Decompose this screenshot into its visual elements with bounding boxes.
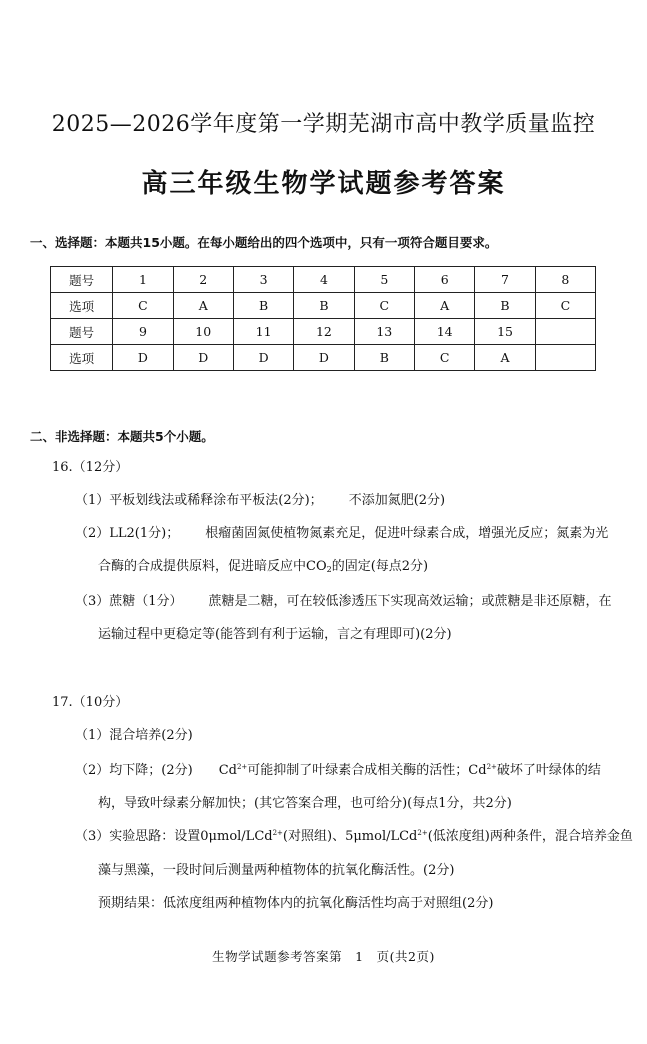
answer-cell: D xyxy=(233,345,293,371)
q17-part2-continued: 构，导致叶绿素分解加快；(其它答案合理，也可给分)(每点1分，共2分) xyxy=(98,796,512,811)
table-row xyxy=(51,345,596,371)
page-footer: 生物学试题参考答案第 1 页(共2页) xyxy=(212,949,435,964)
cd-text: Cd xyxy=(218,763,237,778)
q16-part2-answer-b: 根瘤菌固氮使植物氮素充足，促进叶绿素合成，增强光反应；氮素为光 xyxy=(205,526,609,541)
question-number-cell: 13 xyxy=(354,319,414,345)
question-number-cell: 12 xyxy=(294,319,354,345)
table-row xyxy=(51,293,596,319)
q17-part3-text: （3）实验思路：设置0μmol/LCd xyxy=(75,829,273,844)
question-number-cell: 7 xyxy=(475,267,535,293)
charge-superscript: 2+ xyxy=(272,829,283,837)
charge-superscript: 2+ xyxy=(486,763,497,771)
question-number-cell: 5 xyxy=(354,267,414,293)
answer-cell: B xyxy=(475,293,535,319)
answer-cell: C xyxy=(535,293,595,319)
section1-heading: 一、选择题：本题共15小题。在每小题给出的四个选项中，只有一项符合题目要求。 xyxy=(30,235,498,250)
question-number-cell: 2 xyxy=(173,267,233,293)
answer-cell: D xyxy=(173,345,233,371)
q16-part2-answer-a: （2）LL2(1分)； xyxy=(75,526,180,541)
charge-superscript: 2+ xyxy=(236,763,248,771)
q16-part2 xyxy=(75,524,608,544)
answer-table xyxy=(50,266,596,371)
row-label-number: 题号 xyxy=(51,319,113,345)
q16-part1-answer-b: 不添加氮肥(2分) xyxy=(348,493,446,508)
charge-superscript: 2+ xyxy=(417,829,428,837)
q17-part3 xyxy=(75,827,633,847)
q17-part1: （1）混合培养(2分) xyxy=(75,728,193,743)
row-label-number: 题号 xyxy=(51,267,113,293)
q16-part1 xyxy=(75,491,445,511)
answer-cell: C xyxy=(414,345,474,371)
q16-part3 xyxy=(75,592,612,612)
q17-part3-continued: 藻与黑藻，一段时间后测量两种植物体的抗氧化酶活性。(2分) xyxy=(98,863,455,878)
q16-part3-continued: 运输过程中更稳定等(能答到有利于运输，言之有理即可)(2分) xyxy=(98,627,452,642)
q17-part3-text: (低浓度组)两种条件，混合培养金鱼 xyxy=(427,829,633,844)
answer-cell: D xyxy=(294,345,354,371)
section2-heading: 二、非选择题：本题共5个小题。 xyxy=(30,429,214,444)
q16-part2-text: 合酶的合成提供原料，促进暗反应中CO xyxy=(98,559,327,574)
q17-part3-text: (对照组)、5μmol/LCd xyxy=(282,829,418,844)
answer-cell: C xyxy=(354,293,414,319)
row-label-option: 选项 xyxy=(51,293,113,319)
co2-subscript: 2 xyxy=(326,565,332,574)
question-number-cell: 11 xyxy=(233,319,293,345)
q16-part2-score: 的固定(每点2分) xyxy=(331,559,429,574)
question-number-cell xyxy=(535,319,595,345)
table-row xyxy=(51,267,596,293)
question-number-cell: 9 xyxy=(113,319,173,345)
q17-expected-result: 预期结果：低浓度组两种植物体内的抗氧化酶活性均高于对照组(2分) xyxy=(98,896,494,911)
q16-part1-answer-a: （1）平板划线法或稀释涂布平板法(2分)； xyxy=(75,493,323,508)
q17-part2 xyxy=(75,761,601,781)
q17-part2-text: 可能抑制了叶绿素合成相关酶的活性；Cd xyxy=(247,763,487,778)
answer-cell: B xyxy=(233,293,293,319)
answer-key-title: 高三年级生物学试题参考答案 xyxy=(141,169,506,199)
q17-part2-text-end: 破坏了叶绿体的结 xyxy=(496,763,601,778)
question-number-cell: 4 xyxy=(294,267,354,293)
question-number-cell: 1 xyxy=(113,267,173,293)
question-number-cell: 14 xyxy=(414,319,474,345)
q16-part3-answer-b: 蔗糖是二糖，可在较低渗透压下实现高效运输；或蔗糖是非还原糖，在 xyxy=(208,594,612,609)
answer-cell: B xyxy=(294,293,354,319)
q16-part2-continued xyxy=(98,557,428,577)
answer-cell: A xyxy=(414,293,474,319)
q16-title: 16.（12分） xyxy=(52,460,129,475)
row-label-option: 选项 xyxy=(51,345,113,371)
question-number-cell: 10 xyxy=(173,319,233,345)
question-number-cell: 6 xyxy=(414,267,474,293)
answer-cell: C xyxy=(113,293,173,319)
answer-cell: B xyxy=(354,345,414,371)
answer-cell: D xyxy=(113,345,173,371)
q16-part3-answer-a: （3）蔗糖（1分） xyxy=(75,594,183,609)
q17-title: 17.（10分） xyxy=(52,695,129,710)
q17-part2-answer-a: （2）均下降；(2分) xyxy=(75,763,193,778)
question-number-cell: 15 xyxy=(475,319,535,345)
answer-cell: A xyxy=(475,345,535,371)
question-number-cell: 3 xyxy=(233,267,293,293)
table-row xyxy=(51,319,596,345)
question-number-cell: 8 xyxy=(535,267,595,293)
answer-cell: A xyxy=(173,293,233,319)
exam-title: 2025—2026学年度第一学期芜湖市高中教学质量监控 xyxy=(51,112,596,137)
answer-cell xyxy=(535,345,595,371)
